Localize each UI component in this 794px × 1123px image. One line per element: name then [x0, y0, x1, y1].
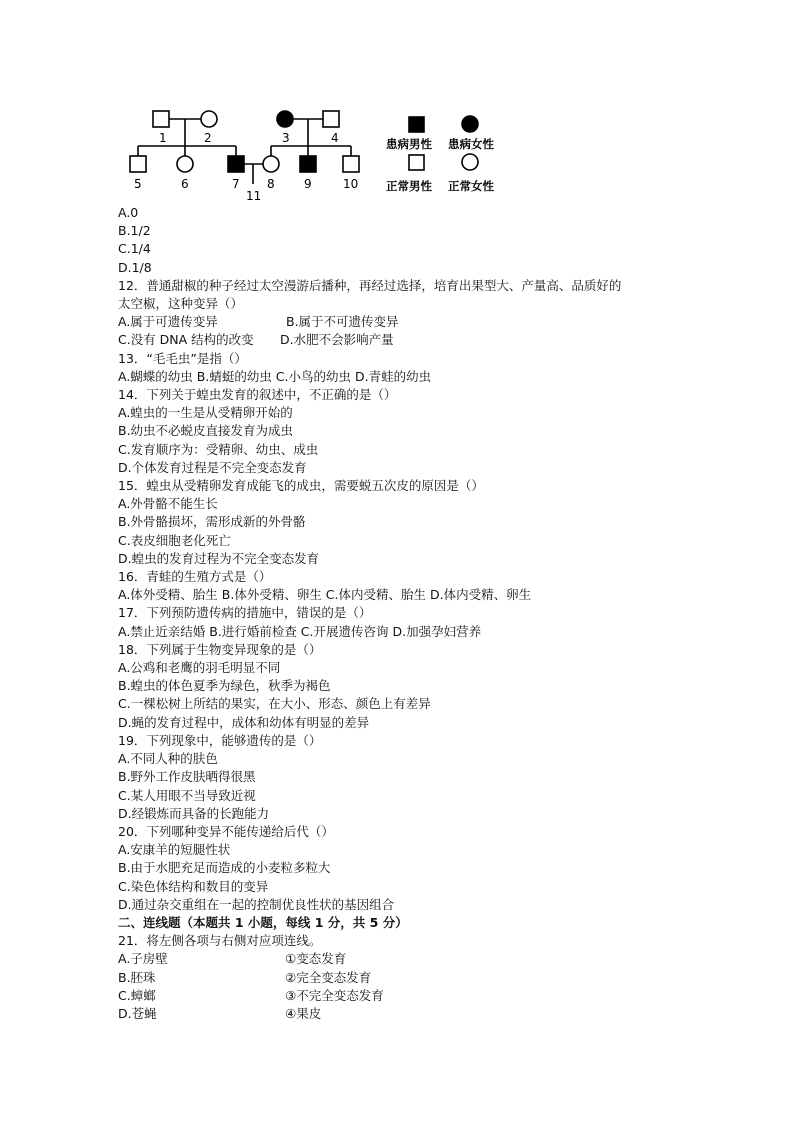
q11-option-a: A.0 [118, 205, 139, 220]
q12-options-row-2 [118, 331, 688, 349]
q20-stem: 20．下列哪种变异不能传递给后代（） [118, 823, 334, 839]
q15-option-c: C.表皮细胞老化死亡 [118, 532, 231, 548]
pedigree-chart [118, 104, 518, 204]
match-left-a: A.子房壁 [118, 951, 168, 967]
match-row [118, 950, 688, 968]
q20-option-b: B.由于水肥充足而造成的小麦粒多粒大 [118, 860, 331, 876]
label-3: 3 [282, 131, 290, 145]
label-9: 9 [304, 177, 312, 191]
legend-affected-male-label: 患病男性 [386, 137, 432, 151]
q19-option-c: C.某人用眼不当导致近视 [118, 787, 256, 803]
q12-stem-line-2: 太空椒，这种变异（） [118, 296, 244, 312]
q15-stem: 15．蝗虫从受精卵发育成能飞的成虫，需要蜕五次皮的原因是（） [118, 478, 484, 494]
q16-stem: 16．青蛙的生殖方式是（） [118, 569, 272, 585]
q14-option-c: C.发育顺序为：受精卵、幼虫、成虫 [118, 441, 319, 457]
q13-options: A.蝴蝶的幼虫 B.蜻蜓的幼虫 C.小鸟的幼虫 D.青蛙的幼虫 [118, 368, 432, 384]
q18-option-b: B.蝗虫的体色夏季为绿色，秋季为褐色 [118, 678, 331, 694]
individual-7-affected-male [228, 156, 244, 172]
q11-option-c: C.1/4 [118, 241, 151, 257]
legend-affected-female-symbol [462, 116, 478, 132]
individual-3-affected-female [277, 111, 293, 127]
q11-option-b: B.1/2 [118, 223, 151, 239]
q12-option-a: A.属于可遗传变异 [118, 314, 218, 330]
legend-normal-female-label: 正常女性 [448, 179, 494, 193]
match-row [118, 987, 688, 1005]
q15-option-b: B.外骨骼损坏，需形成新的外骨骼 [118, 514, 306, 530]
q20-option-c: C.染色体结构和数目的变异 [118, 878, 269, 894]
section-2-heading: 二、连线题（本题共 1 小题，每线 1 分，共 5 分） [118, 914, 408, 930]
q20-option-a: A.安康羊的短腿性状 [118, 842, 231, 858]
match-row [118, 969, 688, 987]
label-10: 10 [343, 177, 359, 191]
legend-affected-male-symbol [409, 117, 424, 132]
q19-stem: 19．下列现象中，能够遗传的是（） [118, 732, 322, 748]
q18-option-a: A.公鸡和老鹰的羽毛明显不同 [118, 660, 281, 676]
label-1: 1 [159, 131, 167, 145]
q17-stem: 17．下列预防遗传病的措施中，错误的是（） [118, 605, 372, 621]
individual-2-normal-female [201, 111, 217, 127]
label-7: 7 [232, 177, 240, 191]
q14-option-d: D.个体发育过程是不完全变态发育 [118, 459, 307, 475]
legend-normal-male-label: 正常男性 [386, 179, 432, 193]
q15-option-a: A.外骨骼不能生长 [118, 496, 218, 512]
q14-option-b: B.幼虫不必蜕皮直接发育为成虫 [118, 423, 294, 439]
match-left-d: D.苍蝇 [118, 1005, 157, 1021]
q12-options-row-1 [118, 313, 688, 331]
individual-6-normal-female [177, 156, 193, 172]
label-11: 11 [246, 189, 262, 203]
q16-options: A.体外受精、胎生 B.体外受精、卵生 C.体内受精、胎生 D.体内受精、卵生 [118, 587, 532, 603]
q14-option-a: A.蝗虫的一生是从受精卵开始的 [118, 405, 293, 421]
label-5: 5 [134, 177, 142, 191]
q11-option-d: D.1/8 [118, 259, 152, 275]
match-right-1: ①变态发育 [285, 951, 347, 967]
individual-4-normal-male [323, 111, 339, 127]
legend-affected-female-label: 患病女性 [448, 137, 494, 151]
match-right-2: ②完全变态发育 [285, 969, 372, 985]
q12-stem-line-1: 12．普通甜椒的种子经过太空漫游后播种，再经过选择，培育出果型大、产量高、品质好的 [118, 277, 622, 293]
q14-stem: 14．下列关于蝗虫发育的叙述中，不正确的是（） [118, 387, 397, 403]
individual-9-affected-male [300, 156, 316, 172]
q21-stem: 21．将左侧各项与右侧对应项连线。 [118, 933, 322, 949]
q12-option-d: D.水肥不会影响产量 [280, 332, 394, 348]
q19-option-d: D.经锻炼而具备的长跑能力 [118, 805, 270, 821]
individual-1-normal-male [153, 111, 169, 127]
label-6: 6 [181, 177, 189, 191]
match-left-b: B.胚珠 [118, 969, 156, 985]
q15-option-d: D.蝗虫的发育过程为不完全变态发育 [118, 550, 320, 566]
q18-option-d: D.蝇的发育过程中，成体和幼体有明显的差异 [118, 714, 370, 730]
q20-option-d: D.通过杂交重组在一起的控制优良性状的基因组合 [118, 896, 395, 912]
match-right-3: ③不完全变态发育 [285, 987, 384, 1003]
q19-option-b: B.野外工作皮肤晒得很黑 [118, 769, 256, 785]
individual-8-normal-female [263, 156, 279, 172]
q19-option-a: A.不同人种的肤色 [118, 751, 218, 767]
match-right-4: ④果皮 [285, 1005, 322, 1021]
q18-option-c: C.一棵松树上所结的果实，在大小、形态、颜色上有差异 [118, 696, 431, 712]
q17-options: A.禁止近亲结婚 B.进行婚前检查 C.开展遗传咨询 D.加强孕妇营养 [118, 623, 482, 639]
legend-normal-female-symbol [462, 154, 478, 170]
match-left-c: C.蟑螂 [118, 987, 156, 1003]
q12-option-b: B.属于不可遗传变异 [286, 314, 399, 330]
match-row [118, 1005, 688, 1023]
label-4: 4 [331, 131, 339, 145]
legend-normal-male-symbol [409, 155, 424, 170]
label-2: 2 [204, 131, 212, 145]
individual-5-normal-male [130, 156, 146, 172]
q18-stem: 18．下列属于生物变异现象的是（） [118, 641, 322, 657]
individual-10-normal-male [343, 156, 359, 172]
label-8: 8 [267, 177, 275, 191]
question-content [118, 204, 688, 1023]
q12-option-c: C.没有 DNA 结构的改变 [118, 332, 254, 348]
q13-stem: 13．“毛毛虫”是指（） [118, 350, 247, 366]
